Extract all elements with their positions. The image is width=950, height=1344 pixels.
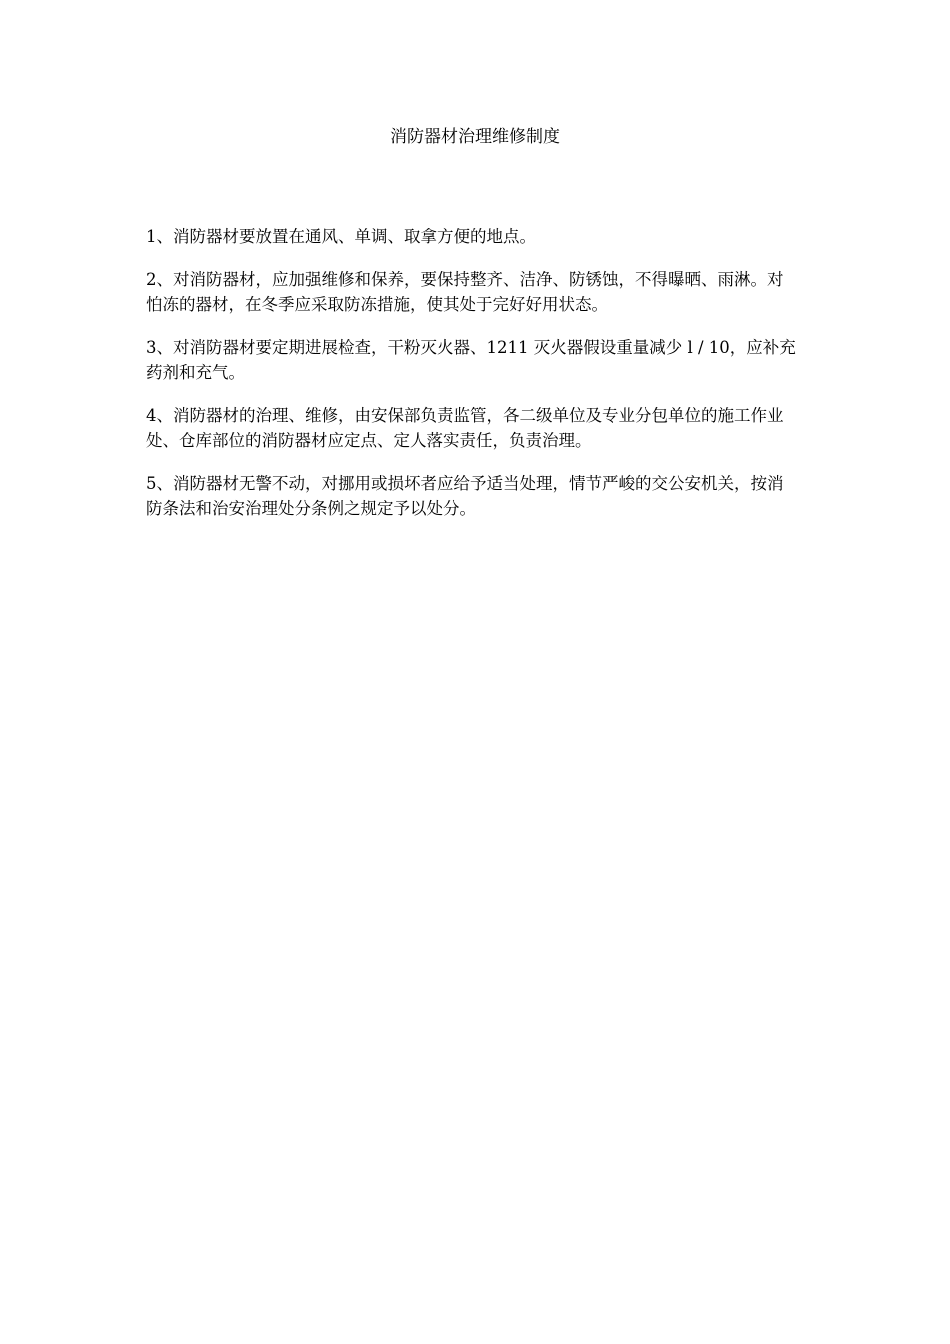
paragraph-3: 3、对消防器材要定期进展检查，干粉灭火器、1211 灭火器假设重量减少 l / 10，应补充药剂和充气。 bbox=[146, 338, 796, 382]
paragraph-5: 5、消防器材无警不动，对挪用或损坏者应给予适当处理，情节严峻的交公安机关，按消防条法和治安治理处分条例之规定予以处分。 bbox=[146, 474, 784, 518]
document-body bbox=[146, 224, 796, 539]
paragraph-4: 4、消防器材的治理、维修，由安保部负责监管，各二级单位及专业分包单位的施工作业处、仓库部位的消防器材应定点、定人落实责任，负责治理。 bbox=[146, 406, 784, 450]
paragraph-2: 2、对消防器材，应加强维修和保养，要保持整齐、洁净、防锈蚀，不得曝晒、雨淋。对怕冻的器材，在冬季应采取防冻措施，使其处于完好好用状态。 bbox=[146, 270, 784, 314]
document-title: 消防器材治理维修制度 bbox=[390, 127, 560, 147]
paragraph-1: 1、消防器材要放置在通风、单调、取拿方便的地点。 bbox=[146, 227, 536, 246]
